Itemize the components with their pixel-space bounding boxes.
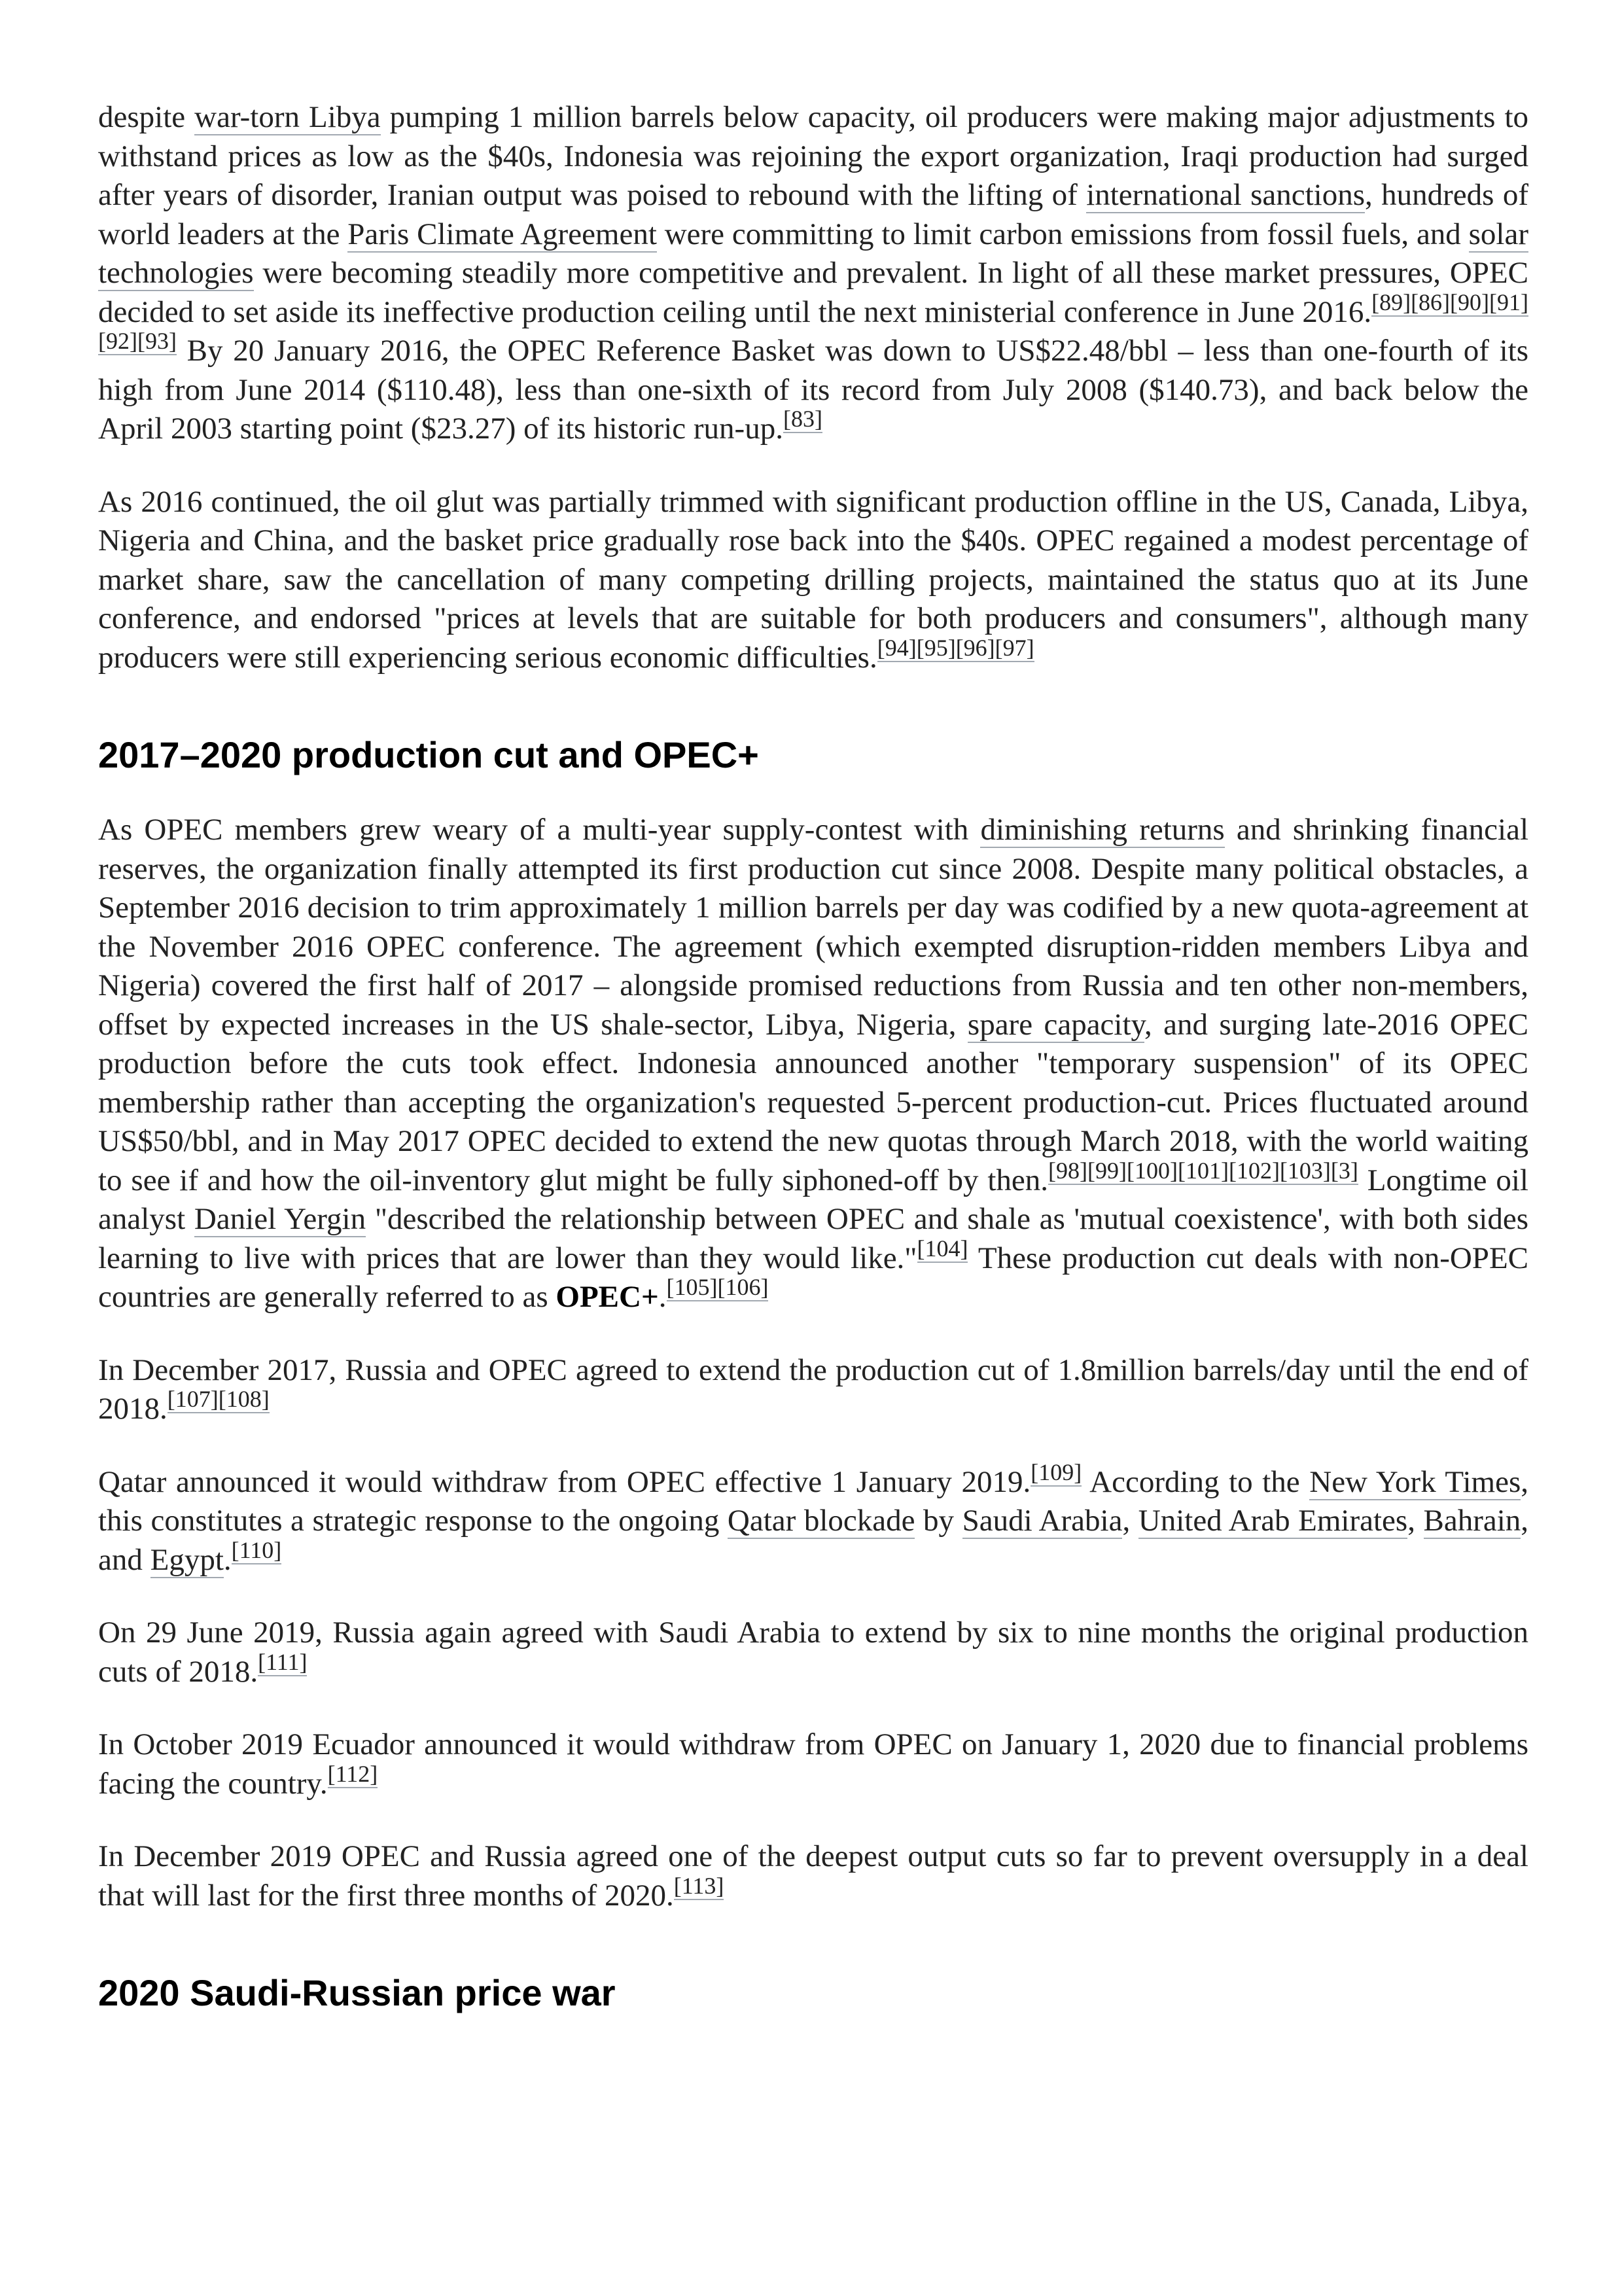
link-egypt[interactable]: Egypt <box>150 1542 224 1577</box>
text: As 2016 continued, the oil glut was partially trimmed with significant production offline in the US, Canada, Libya, Nigeria and China, and the basket price gradually rose back into the $40s. OPEC regained a modest percentage of market share, saw the cancellation of many competing drilling projects, maintained the status quo at its June conference, and endorsed "prices at levels that are suitable for both producers and consumers", although many producers were still experiencing serious economic difficulties. <box>98 484 1528 675</box>
citation-ref[interactable]: [105][106] <box>666 1274 769 1300</box>
link-qatar-blockade[interactable]: Qatar blockade <box>727 1504 915 1538</box>
text: On 29 June 2019, Russia again agreed with Saudi Arabia to extend by six to nine months the original production cuts of 2018. <box>98 1616 1528 1689</box>
text: According to the <box>1082 1464 1310 1499</box>
link-international-sanctions[interactable]: international sanctions <box>1086 178 1366 212</box>
link-war-torn-libya[interactable]: war-torn Libya <box>194 100 381 134</box>
citation-ref[interactable]: [104] <box>917 1235 968 1262</box>
text: Qatar announced it would withdraw from OPEC effective 1 January 2019. <box>98 1464 1031 1499</box>
section-heading-2017-2020: 2017–2020 production cut and OPEC+ <box>98 734 759 775</box>
paragraph-december-2017 <box>98 1351 1528 1429</box>
link-diminishing-returns[interactable]: diminishing returns <box>980 813 1225 847</box>
paragraph-qatar-withdrawal <box>98 1458 1529 1580</box>
paragraph-production-cut <box>98 811 1528 1317</box>
text: These production cut deals with non-OPEC countries are generally referred to as <box>98 1241 1528 1314</box>
citation-ref[interactable]: [98][99][100][101][102][103][3] <box>1048 1157 1358 1184</box>
text: "described the relationship between OPEC and shale as 'mutual coexistence', with both sides learning to live with prices that are lower than they would like." <box>98 1202 1528 1275</box>
paragraph-2015-glut <box>98 98 1528 449</box>
paragraph-june-2019 <box>98 1614 1528 1691</box>
link-daniel-yergin[interactable]: Daniel Yergin <box>194 1202 366 1236</box>
text: , <box>1122 1504 1138 1538</box>
link-paris-climate-agreement[interactable]: Paris Climate Agreement <box>347 217 657 251</box>
text: were becoming steadily more competitive and prevalent. In light of all these market pressures, OPEC decided to set aside its ineffective production ceiling until the next ministerial conference in June 2016. <box>98 256 1528 329</box>
citation-ref[interactable]: [111] <box>258 1648 308 1675</box>
text: In October 2019 Ecuador announced it would withdraw from OPEC on January 1, 2020 due to financial problems facing the country. <box>98 1727 1528 1801</box>
link-solar-technologies[interactable]: solar technologies <box>98 217 1528 290</box>
citation-ref[interactable]: [83] <box>783 406 822 432</box>
link-saudi-arabia[interactable]: Saudi Arabia <box>962 1504 1123 1538</box>
text: In December 2019 OPEC and Russia agreed one of the deepest output cuts so far to prevent oversupply in a deal that will last for the first three months of 2020. <box>98 1839 1528 1913</box>
text: . <box>658 1280 667 1314</box>
citation-ref[interactable]: [110] <box>231 1536 282 1563</box>
text: despite <box>98 100 195 134</box>
paragraph-december-2019 <box>98 1837 1528 1915</box>
text: were committing to limit carbon emissions from fossil fuels, and <box>656 217 1469 251</box>
paragraph-2016-continued <box>98 483 1528 678</box>
citation-ref[interactable]: [107][108] <box>167 1386 270 1412</box>
text: In December 2017, Russia and OPEC agreed to extend the production cut of 1.8million barrels/day until the end of 2018. <box>98 1352 1528 1426</box>
text: , this constitutes a strategic response to the ongoing <box>98 1464 1529 1538</box>
section-heading-price-war: 2020 Saudi-Russian price war <box>98 1972 616 2013</box>
text: As OPEC members grew weary of a multi-year supply-contest with <box>98 813 981 847</box>
article-body <box>98 98 1528 2015</box>
paragraph-ecuador <box>98 1725 1528 1803</box>
citation-ref[interactable]: [113] <box>673 1872 724 1899</box>
link-new-york-times[interactable]: New York Times <box>1309 1464 1521 1499</box>
citation-ref[interactable]: [94][95][96][97] <box>877 634 1034 661</box>
text: , and surging late-2016 OPEC production before the cuts took effect. Indonesia announced another "temporary suspension" of its OPEC membership rather than accepting the organization's requested 5-percent production-cut. Prices fluctuated around US$50/bbl, and in May 2017 OPEC decided to extend the new quotas through March 2018, with the world waiting to see if and how the oil-inventory glut might be fully siphoned-off by then. <box>98 1007 1529 1197</box>
text: , <box>1407 1504 1424 1538</box>
text: . <box>223 1542 232 1577</box>
text: , and <box>98 1504 1529 1577</box>
citation-ref[interactable]: [89][86][90][91][92][93] <box>98 289 1528 354</box>
text: pumping 1 million barrels below capacity, oil producers were making major adjustments to withstand prices as low as the $40s, Indonesia was rejoining the export organization, Iraqi production had surged after years of disorder, Iranian output was poised to rebound with the lifting of <box>98 100 1528 212</box>
text: By 20 January 2016, the OPEC Reference Basket was down to US$22.48/bbl – less than one-fourth of its high from June 2014 ($110.48), less than one-sixth of its record from July 2008 ($140.73), and back below the April 2003 starting point ($23.27) of its historic run-up. <box>98 334 1528 446</box>
link-united-arab-emirates[interactable]: United Arab Emirates <box>1138 1504 1408 1538</box>
text: by <box>915 1504 962 1538</box>
text: Longtime oil analyst <box>98 1163 1528 1236</box>
link-bahrain[interactable]: Bahrain <box>1423 1504 1521 1538</box>
link-spare-capacity[interactable]: spare capacity <box>967 1007 1144 1042</box>
citation-ref[interactable]: [112] <box>327 1760 378 1787</box>
opec-plus-term: OPEC+ <box>555 1280 659 1314</box>
citation-ref[interactable]: [109] <box>1031 1458 1082 1485</box>
text: and shrinking financial reserves, the organization finally attempted its first production cut since 2008. Despite many political obstacles, a September 2016 decision to trim approximately 1 million barrels per day was codified by a new quota-agreement at the November 2016 OPEC conference. The agreement (which exempted disruption-ridden members Libya and Nigeria) covered the first half of 2017 – alongside promised reductions from Russia and ten other non-members, offset by expected increases in the US shale-sector, Libya, Nigeria, <box>98 813 1528 1042</box>
text: , hundreds of world leaders at the <box>98 178 1528 251</box>
